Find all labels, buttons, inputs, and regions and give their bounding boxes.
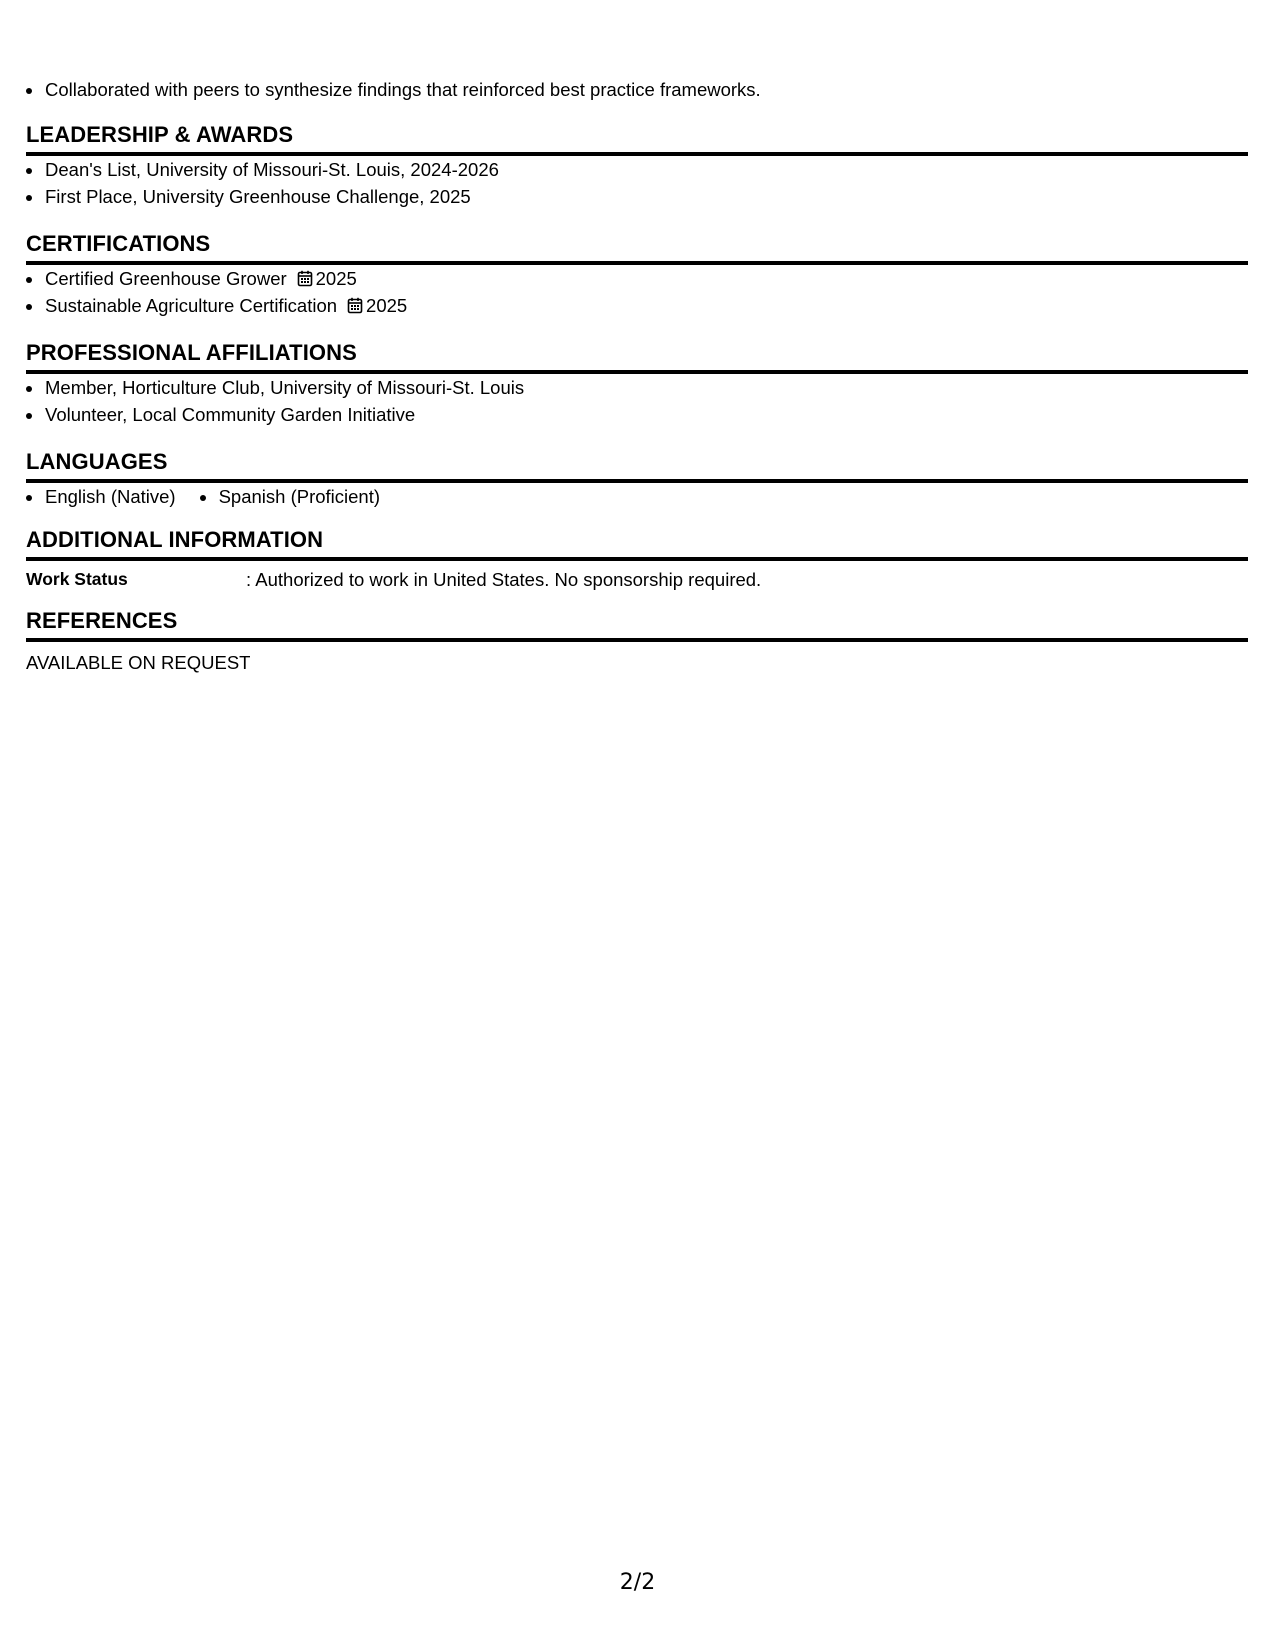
certification-name: Certified Greenhouse Grower [45, 268, 287, 289]
section-title: CERTIFICATIONS [26, 230, 1248, 265]
certification-year: 2025 [315, 268, 357, 289]
list-item: • Dean's List, University of Missouri-St. Louis, 2024-2026 [44, 156, 1248, 183]
list-item: • Member, Horticulture Club, University of Missouri-St. Louis [44, 374, 1248, 401]
references-text: AVAILABLE ON REQUEST [26, 652, 251, 673]
work-status-label: Work Status [26, 569, 128, 589]
list-item: • English (Native) [44, 483, 176, 510]
list-item: • Collaborated with peers to synthesize findings that reinforced best practice frameworks. [44, 76, 1248, 103]
leadership-section [26, 121, 1248, 210]
certification-year: 2025 [366, 295, 408, 316]
additional-information-section [26, 526, 1248, 593]
certifications-section [26, 230, 1248, 319]
work-status-row [26, 566, 1248, 593]
languages-section [26, 448, 1248, 510]
list-item: • First Place, University Greenhouse Challenge, 2025 [44, 183, 1248, 210]
affiliations-section [26, 339, 1248, 428]
experience-continuation-list [26, 76, 1248, 103]
calendar-icon [297, 270, 313, 287]
list-item: • Spanish (Proficient) [218, 483, 380, 510]
work-status-value: : Authorized to work in United States. No sponsorship required. [246, 569, 762, 590]
certification-name: Sustainable Agriculture Certification [45, 295, 338, 316]
section-title: PROFESSIONAL AFFILIATIONS [26, 339, 1248, 374]
section-title: ADDITIONAL INFORMATION [26, 526, 1248, 561]
languages-list [26, 483, 1248, 510]
affiliations-list [26, 374, 1248, 428]
resume-page [26, 76, 1248, 676]
section-title: REFERENCES [26, 607, 1248, 642]
certifications-list [26, 265, 1248, 319]
page-number: 2/2 [619, 1570, 656, 1595]
section-title: LANGUAGES [26, 448, 1248, 483]
calendar-icon [347, 297, 363, 314]
leadership-list [26, 156, 1248, 210]
section-title: LEADERSHIP & AWARDS [26, 121, 1248, 156]
list-item [44, 292, 1248, 319]
references-section [26, 607, 1248, 676]
list-item [44, 265, 1248, 292]
list-item: • Volunteer, Local Community Garden Initiative [44, 401, 1248, 428]
